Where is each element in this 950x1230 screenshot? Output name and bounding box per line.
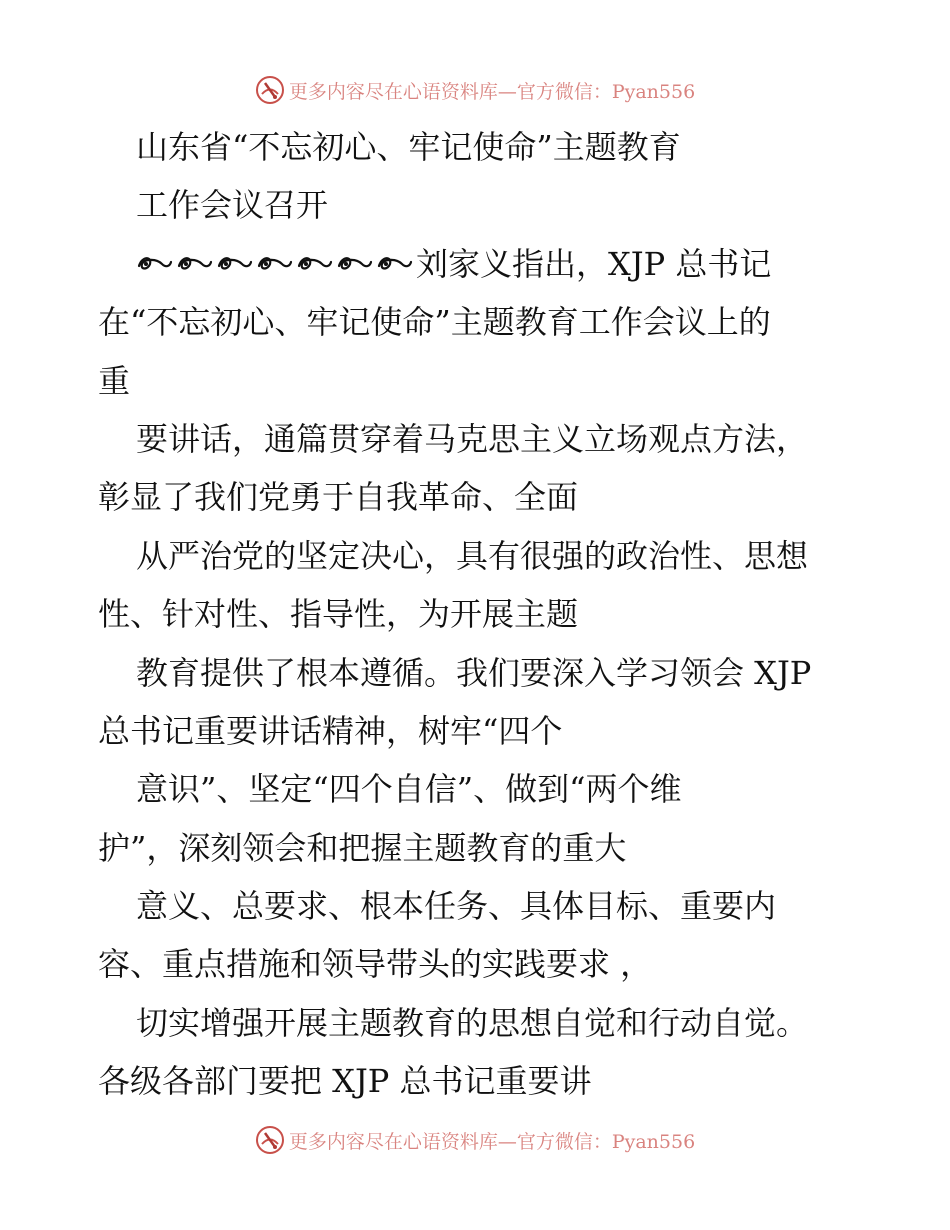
line-text: 总书记重要讲话精神，树牢“四个 — [98, 711, 563, 750]
line-text: 容、重点措施和领导带头的实践要求 ， — [98, 945, 653, 984]
book-pen-logo-icon — [255, 1125, 285, 1155]
text-line — [98, 994, 858, 1052]
line-text: 刘家义指出，XJP 总书记 — [416, 244, 772, 283]
flourish-ornament-icon — [256, 252, 294, 276]
text-line — [98, 235, 858, 293]
line-text: 教育提供了根本遵循。我们要深入学习领会 XJP — [136, 653, 812, 692]
text-line — [98, 527, 858, 585]
line-text: 在“不忘初心、牢记使命”主题教育工作会议上的 — [98, 303, 771, 342]
line-text: 护”，深刻领会和把握主题教育的重大 — [98, 828, 627, 867]
line-text: 意识”、坚定“四个自信”、做到“两个维 — [136, 770, 682, 809]
document-body — [98, 118, 858, 1111]
text-line — [98, 468, 858, 526]
line-text: 性、针对性、指导性，为开展主题 — [98, 595, 579, 634]
line-text: 重 — [98, 361, 131, 400]
line-text: 从严治党的坚定决心，具有很强的政治性、思想 — [136, 536, 809, 575]
text-line — [98, 702, 858, 760]
text-line — [98, 935, 858, 993]
line-text: 工作会议召开 — [136, 186, 329, 225]
line-text: 彰显了我们党勇于自我革命、全面 — [98, 478, 579, 517]
flourish-ornament-icon — [376, 252, 414, 276]
watermark-header — [0, 70, 950, 110]
text-line — [98, 585, 858, 643]
line-text: 各级各部门要把 XJP 总书记重要讲 — [98, 1062, 592, 1101]
text-line — [98, 819, 858, 877]
flourish-ornament-icon — [176, 252, 214, 276]
text-line — [98, 176, 858, 234]
text-line — [98, 293, 858, 351]
line-text: 要讲话，通篇贯穿着马克思主义立场观点方法， — [136, 419, 809, 458]
flourish-ornament-icon — [296, 252, 334, 276]
line-text: 切实增强开展主题教育的思想自觉和行动自觉。 — [136, 1003, 809, 1042]
text-line — [98, 877, 858, 935]
text-line — [98, 352, 858, 410]
line-text: 山东省“不忘初心、牢记使命”主题教育 — [136, 128, 681, 166]
flourish-ornament-icon — [336, 252, 374, 276]
flourish-ornament-icon — [136, 252, 174, 276]
line-text: 意义、总要求、根本任务、具体目标、重要内 — [136, 887, 777, 926]
text-line — [98, 410, 858, 468]
watermark-text: 更多内容尽在心语资料库—官方微信：Pyan556 — [288, 80, 696, 103]
text-line — [98, 118, 858, 176]
text-line — [98, 1052, 858, 1110]
book-pen-logo-icon — [255, 75, 285, 105]
flourish-ornament-icon — [216, 252, 254, 276]
text-line — [98, 760, 858, 818]
text-line — [98, 644, 858, 702]
watermark-footer — [0, 1120, 950, 1160]
watermark-text: 更多内容尽在心语资料库—官方微信：Pyan556 — [288, 1130, 696, 1153]
